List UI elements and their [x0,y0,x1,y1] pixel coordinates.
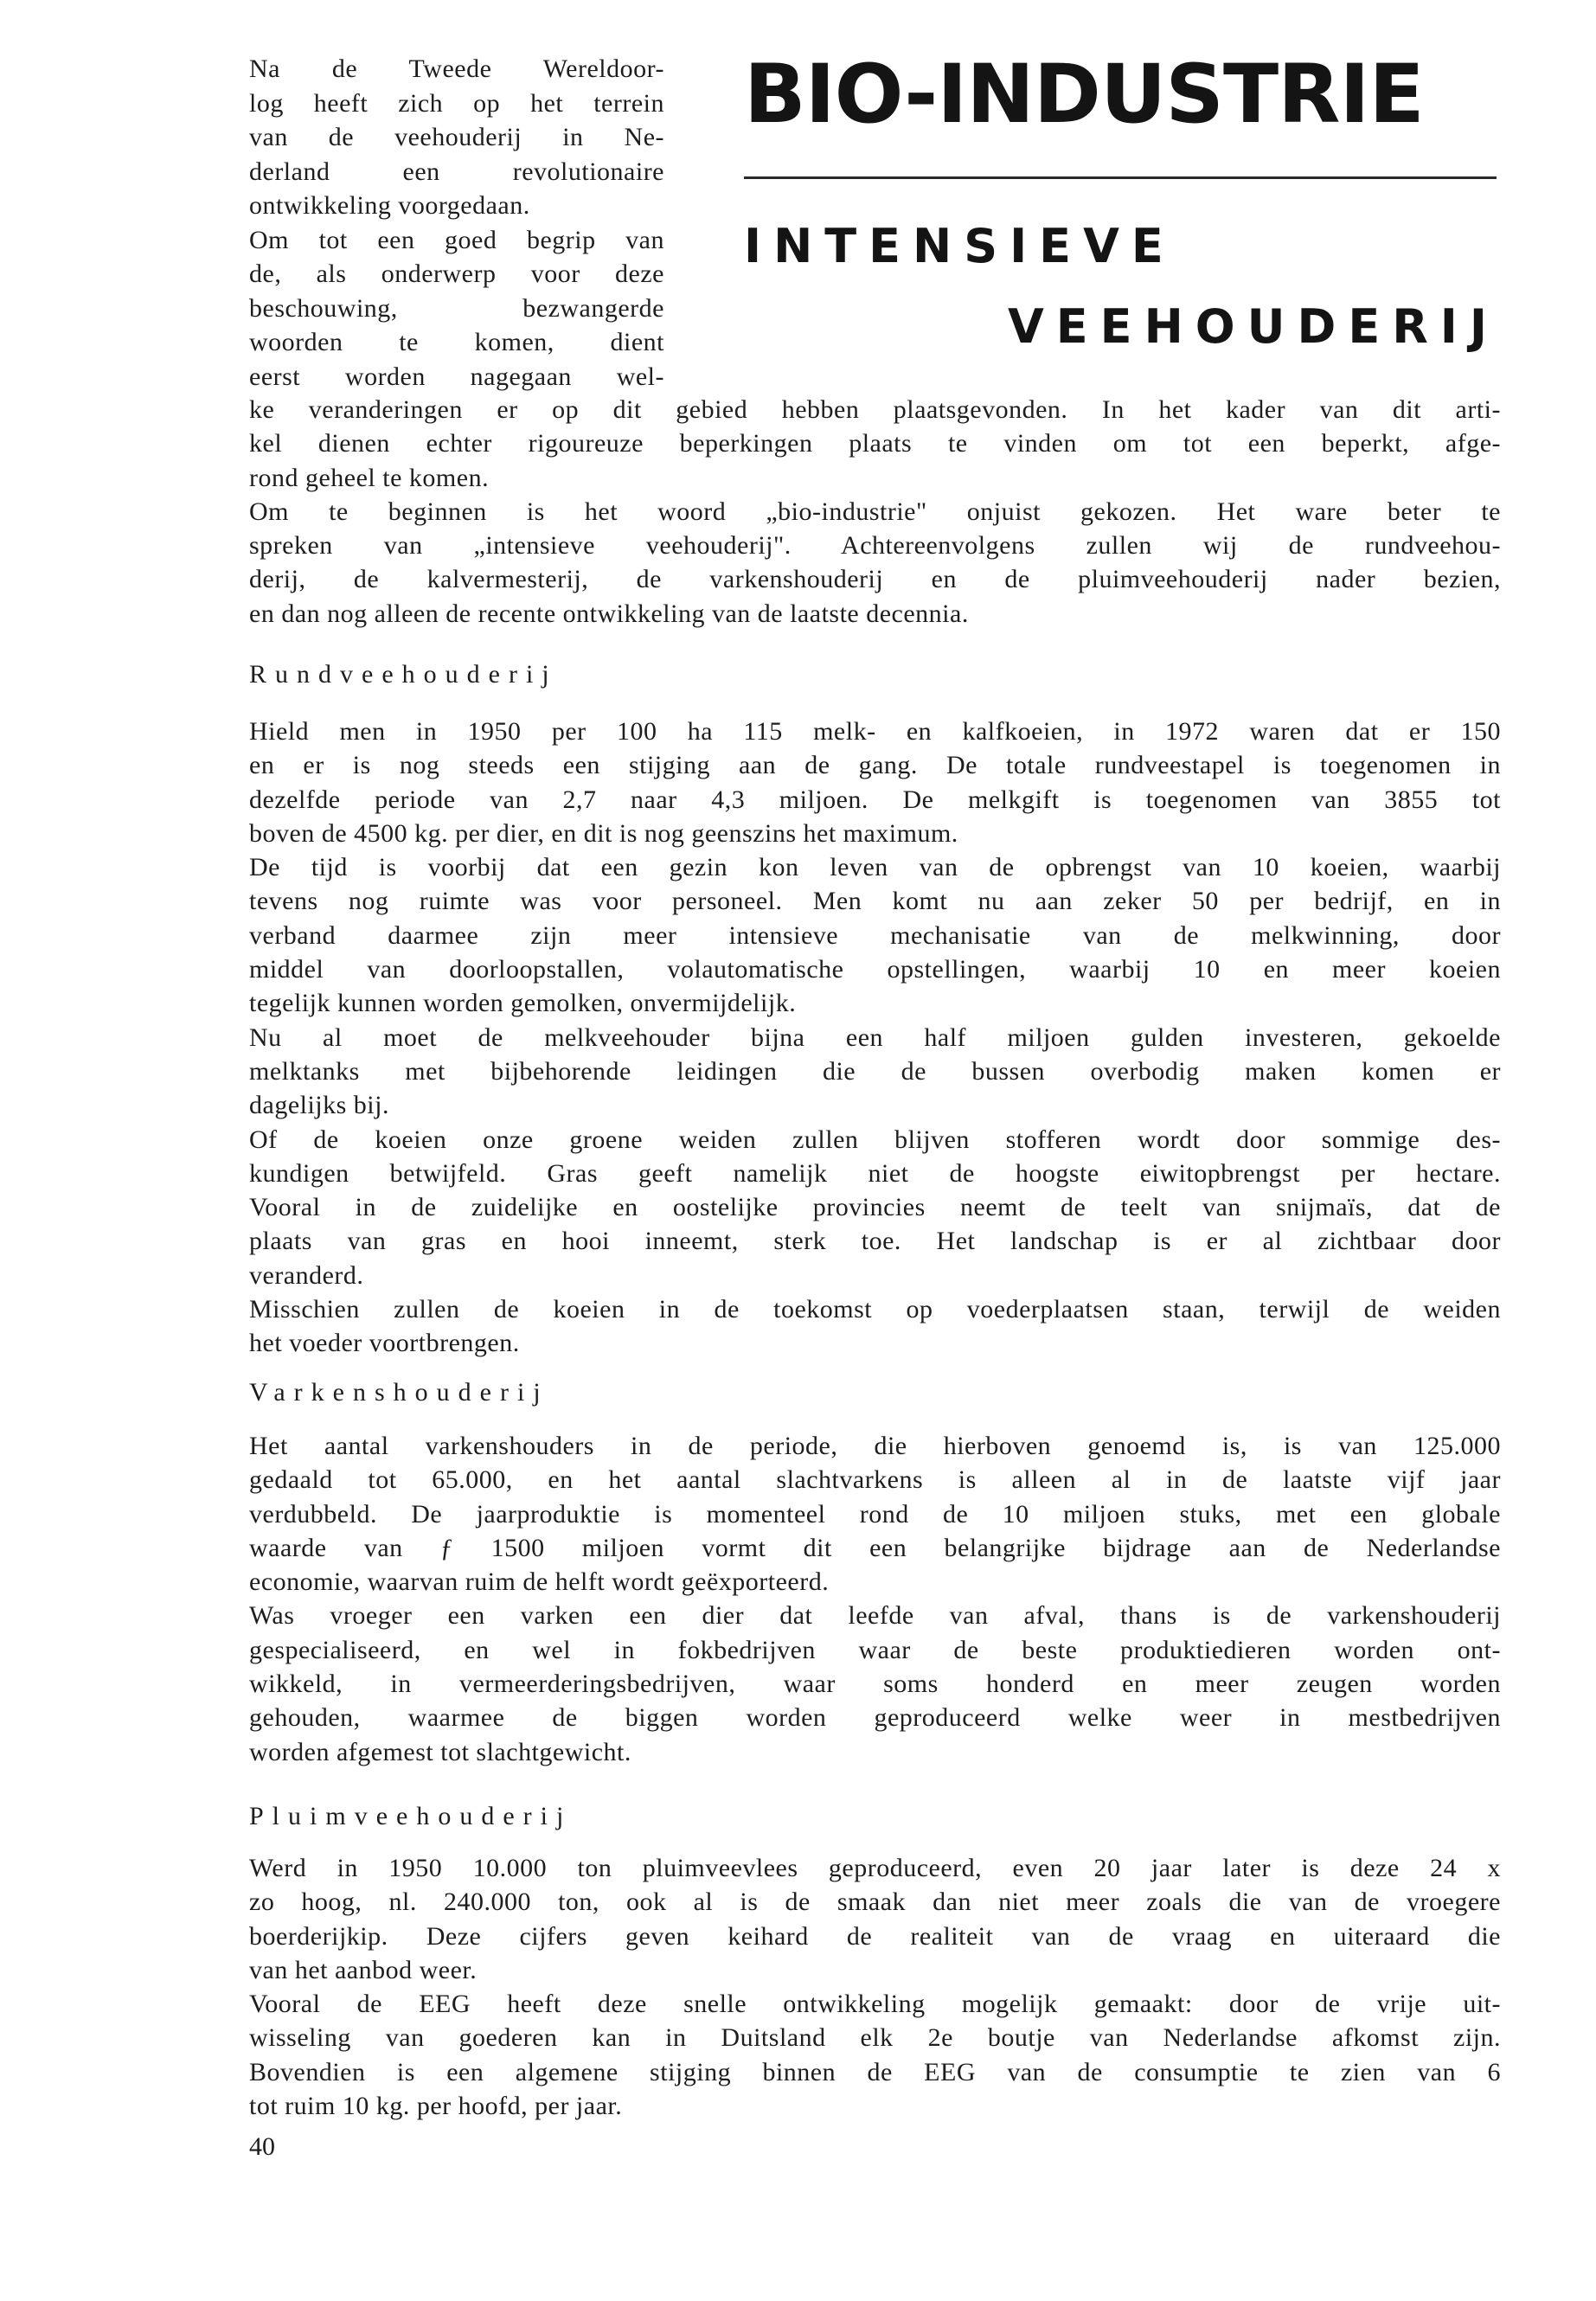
paragraph-line: Nu al moet de melkveehouder bijna een half miljoen gulden investeren, gekoelde [249,1022,1501,1052]
paragraph-line: zo hoog, nl. 240.000 ton, ook al is de smaak dan niet meer zoals die van de vroegere [249,1888,1501,1917]
page-number: 40 [249,2132,275,2161]
paragraph-line: en dan nog alleen de recente ontwikkeling van de laatste decennia. [249,599,969,628]
paragraph-line: middel van doorloopstallen, volautomatische opstellingen, waarbij 10 en meer koeien [249,955,1501,984]
paragraph-line: dagelijks bij. [249,1091,389,1120]
paragraph-line: Vooral de EEG heeft deze snelle ontwikkeling mogelijk gemaakt: door de vrije uit- [249,1990,1501,2019]
main-title: BIO-INDUSTRIE [744,48,1424,142]
section-heading-pluimveehouderij: Pluimveehouderij [249,1802,573,1830]
paragraph-line: spreken van „intensieve veehouderij". Achtereenvolgens zullen wij de rundveehou- [249,531,1501,561]
intro-line: ontwikkeling voorgedaan. [249,191,530,220]
paragraph-line: ke veranderingen er op dit gebied hebben plaatsgevonden. In het kader van dit arti- [249,395,1501,424]
section-body-varkenshouderij [249,1429,1501,1769]
section-body-rundveehouderij [249,715,1501,1361]
paragraph-line: Vooral in de zuidelijke en oostelijke provincies neemt de teelt van snijmaïs, dat de [249,1193,1501,1222]
intro-line: Na de Tweede Wereldoor- [249,54,664,83]
paragraph-line: De tijd is voorbij dat een gezin kon leven van de opbrengst van 10 koeien, waarbij [249,853,1501,882]
intro-line: eerst worden nagegaan wel- [249,362,664,391]
intro-continuation [249,393,1501,631]
title-divider [744,176,1497,179]
paragraph-line: melktanks met bijbehorende leidingen die de bussen overbodig maken komen er [249,1056,1501,1086]
section-heading-rundveehouderij: Rundveehouderij [249,660,558,689]
intro-line: Om tot een goed begrip van [249,225,664,254]
paragraph-line: derij, de kalvermesterij, de varkenshouderij en de pluimveehouderij nader bezien, [249,565,1501,594]
paragraph-line: kel dienen echter rigoureuze beperkingen plaats te vinden om tot een beperkt, afge- [249,429,1501,458]
section-heading-varkenshouderij: Varkenshouderij [249,1378,549,1407]
paragraph-line: Of de koeien onze groene weiden zullen blijven stofferen wordt door sommige des- [249,1125,1501,1154]
paragraph-line: rond geheel te komen. [249,463,490,492]
paragraph-line: tevens nog ruimte was voor personeel. Men komt nu aan zeker 50 per bedrijf, en in [249,887,1501,916]
subtitle-veehouderij: VEEHOUDERIJ [1008,299,1499,354]
paragraph-line: en er is nog steeds een stijging aan de gang. De totale rundveestapel is toegenomen in [249,751,1501,780]
paragraph-line: kundigen betwijfeld. Gras geeft namelijk niet de hoogste eiwitopbrengst per hectare. [249,1158,1501,1188]
intro-line: beschouwing, bezwangerde [249,293,664,323]
paragraph-line: Om te beginnen is het woord „bio-industrie" onjuist gekozen. Het ware beter te [249,497,1501,526]
paragraph-line: wisseling van goederen kan in Duitsland elk 2e boutje van Nederlandse afkomst zijn. [249,2023,1501,2053]
paragraph-line: gespecialiseerd, en wel in fokbedrijven waar de beste produktiedieren worden ont- [249,1635,1501,1664]
paragraph-line: plaats van gras en hooi inneemt, sterk toe. Het landschap is er al zichtbaar door [249,1227,1501,1256]
paragraph-line: van het aanbod weer. [249,1955,478,1984]
paragraph-line: veranderd. [249,1260,364,1290]
paragraph-line: Misschien zullen de koeien in de toekomst op voederplaatsen staan, terwijl de weiden [249,1295,1501,1324]
paragraph-line: verband daarmee zijn meer intensieve mechanisatie van de melkwinning, door [249,920,1501,950]
intro-line: de, als onderwerp voor deze [249,260,664,288]
paragraph-line: Het aantal varkenshouders in de periode, die hierboven genoemd is, is van 125.000 [249,1432,1501,1460]
paragraph-line: wikkeld, in vermeerderingsbedrijven, waar soms honderd en meer zeugen worden [249,1670,1501,1699]
paragraph-line: boerderijkip. Deze cijfers geven keihard de realiteit van de vraag en uiteraard die [249,1921,1501,1951]
paragraph-line: Werd in 1950 10.000 ton pluimveevlees geproduceerd, even 20 jaar later is deze 24 x [249,1854,1501,1882]
intro-line: log heeft zich op het terrein [249,88,664,118]
paragraph-line: Bovendien is een algemene stijging binnen de EEG van de consumptie te zien van 6 [249,2057,1501,2086]
intro-column [249,52,664,394]
paragraph-line: gehouden, waarmee de biggen worden geproduceerd welke weer in mestbedrijven [249,1703,1501,1733]
paragraph-line: verdubbeld. De jaarproduktie is momenteel rond de 10 miljoen stuks, met een globale [249,1499,1501,1529]
paragraph-line: worden afgemest tot slachtgewicht. [249,1737,631,1766]
paragraph-line: Was vroeger een varken een dier dat leefde van afval, thans is de varkenshouderij [249,1601,1501,1631]
paragraph-line: waarde van ƒ 1500 miljoen vormt dit een belangrijke bijdrage aan de Nederlandse [249,1533,1501,1562]
paragraph-line: het voeder voortbrengen. [249,1329,520,1358]
intro-line: derland een revolutionaire [249,157,664,186]
intro-line: woorden te komen, dient [249,328,664,356]
paragraph-line: dezelfde periode van 2,7 naar 4,3 miljoen. De melkgift is toegenomen van 3855 tot [249,785,1501,814]
intro-line: van de veehouderij in Ne- [249,123,664,151]
paragraph-line: boven de 4500 kg. per dier, en dit is nog geenszins het maximum. [249,818,958,848]
subtitle-intensieve: INTENSIEVE [744,219,1176,273]
paragraph-line: tot ruim 10 kg. per hoofd, per jaar. [249,2092,623,2121]
paragraph-line: economie, waarvan ruim de helft wordt geëxporteerd. [249,1567,830,1597]
section-body-pluimveehouderij [249,1851,1501,2123]
paragraph-line: gedaald tot 65.000, en het aantal slachtvarkens is alleen al in de laatste vijf jaar [249,1465,1501,1495]
paragraph-line: tegelijk kunnen worden gemolken, onvermijdelijk. [249,989,797,1018]
paragraph-line: Hield men in 1950 per 100 ha 115 melk- en kalfkoeien, in 1972 waren dat er 150 [249,717,1501,746]
